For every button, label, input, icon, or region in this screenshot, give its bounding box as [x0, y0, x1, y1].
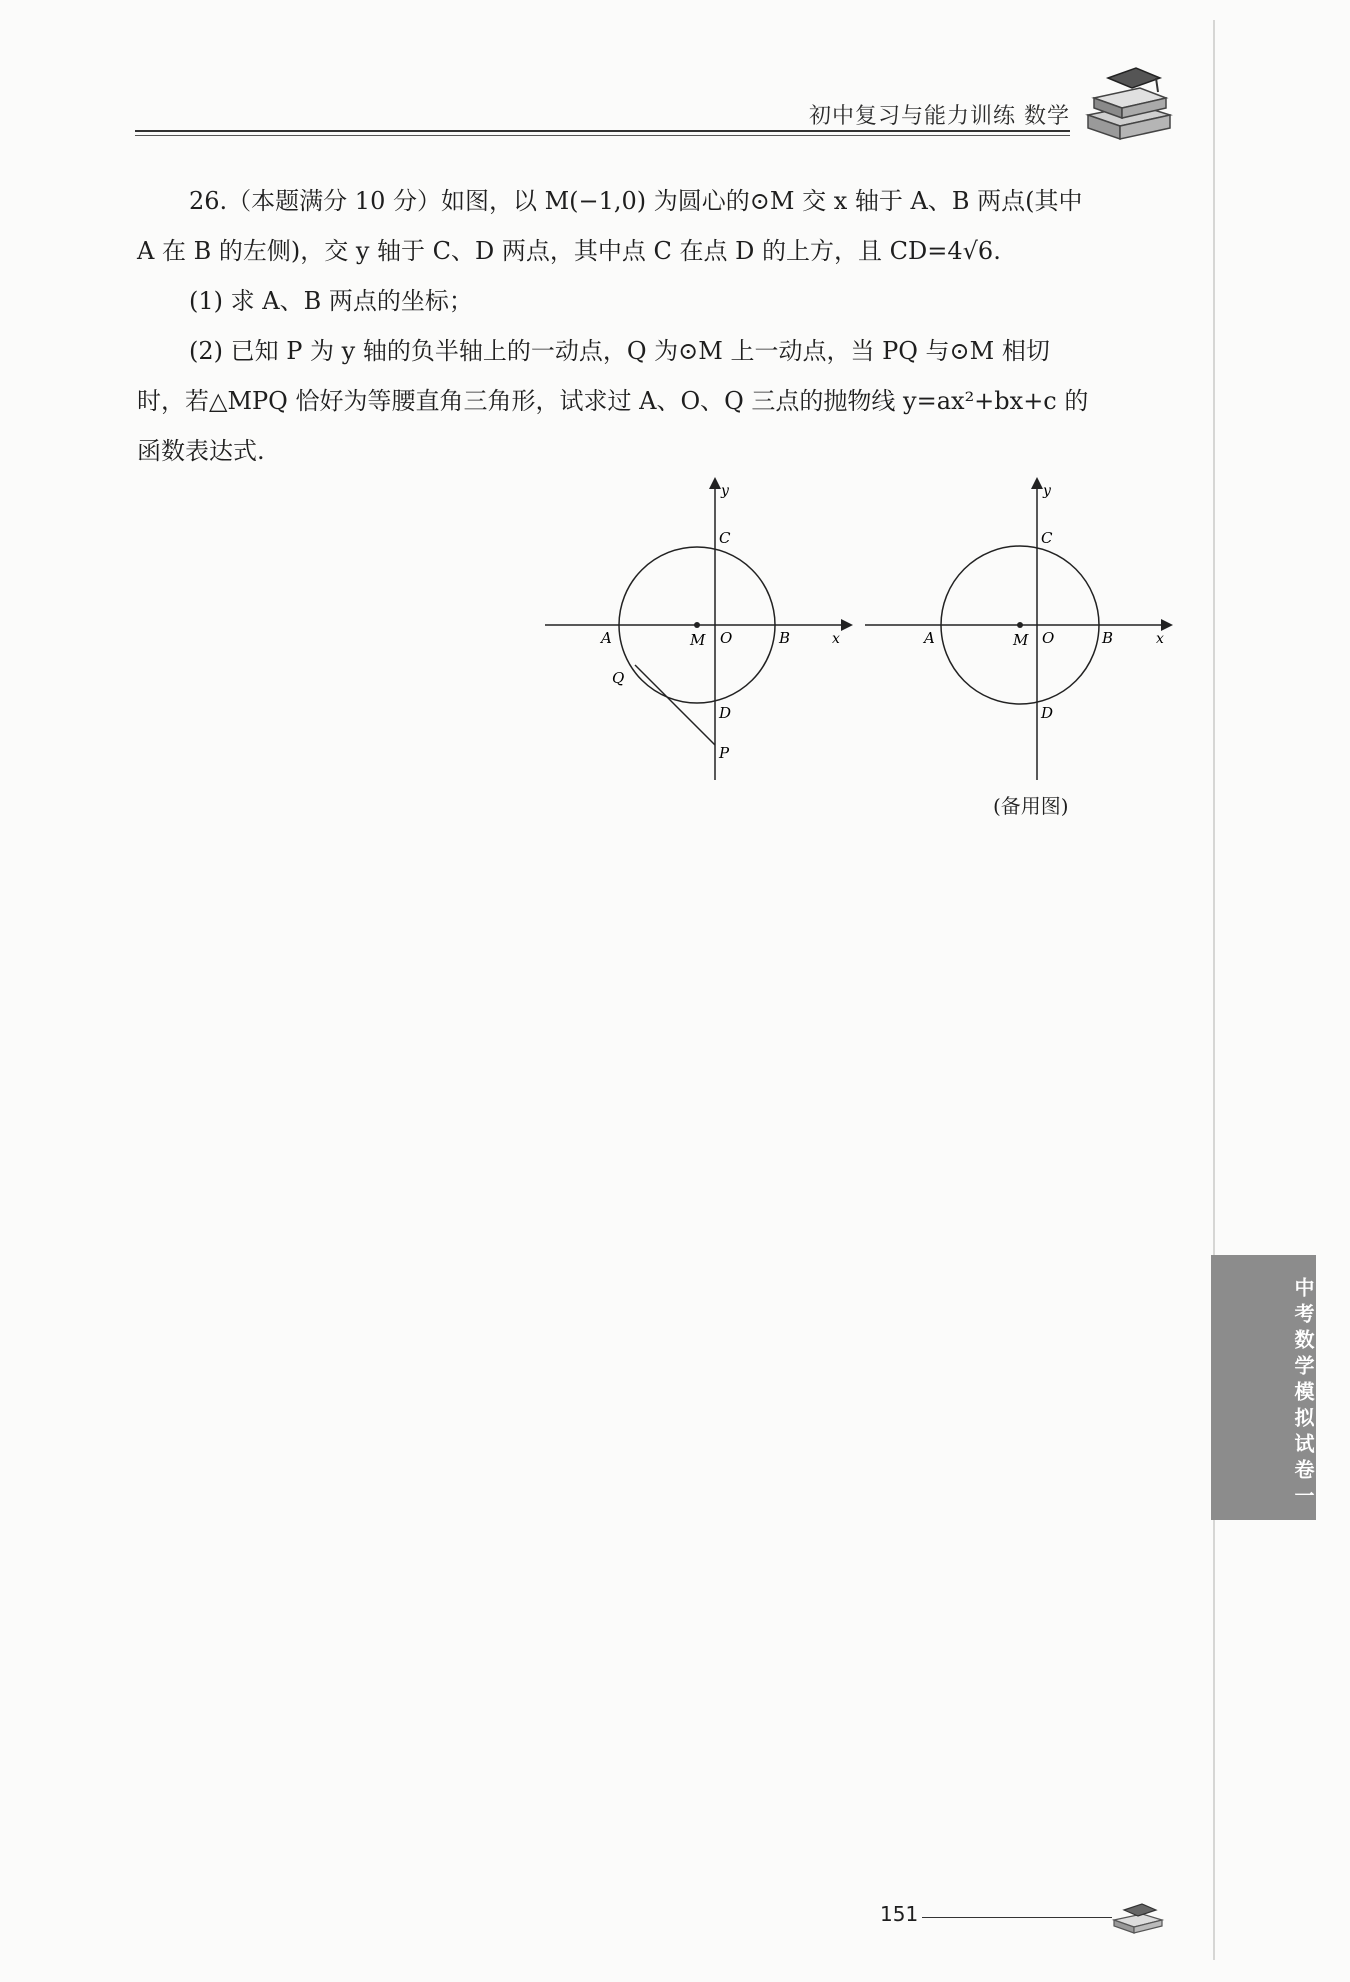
page-number: 151 — [880, 1902, 919, 1926]
label-x-backup: x — [1156, 631, 1164, 647]
label-a-backup: A — [924, 629, 935, 647]
page-edge-rule — [1213, 20, 1215, 1960]
label-y: y — [721, 483, 729, 499]
header-title: 初中复习与能力训练 数学 — [809, 104, 1070, 129]
center-m-point — [694, 622, 700, 628]
footer-books-icon — [1108, 1900, 1168, 1935]
label-m-backup: M — [1013, 631, 1029, 649]
backup-diagram — [865, 480, 1170, 780]
label-d: D — [719, 704, 732, 722]
problem-line-2: A 在 B 的左侧)，交 y 轴于 C、D 两点，其中点 C 在点 D 的上方，且 CD=4√6. — [137, 237, 1001, 265]
problem-line-6: 函数表达式. — [137, 437, 265, 465]
problem-26 — [137, 176, 1167, 476]
label-p: P — [719, 744, 730, 762]
label-y-backup: y — [1043, 483, 1051, 499]
footer-rule — [922, 1917, 1112, 1918]
label-c-backup: C — [1041, 529, 1053, 547]
problem-part-2: (2) 已知 P 为 y 轴的负半轴上的一动点，Q 为⊙M 上一动点，当 PQ 与⊙M 相切 — [189, 337, 1050, 365]
label-a: A — [601, 629, 612, 647]
label-x: x — [832, 631, 840, 647]
label-b: B — [779, 629, 791, 647]
books-logo-icon — [1078, 60, 1178, 145]
header-rule — [135, 130, 1070, 132]
label-c: C — [719, 529, 731, 547]
page-header — [135, 95, 1070, 140]
page-footer — [880, 1900, 1170, 1940]
label-q: Q — [612, 669, 625, 687]
problem-line-1: 26.（本题满分 10 分）如图，以 M(−1,0) 为圆心的⊙M 交 x 轴于 A、B 两点(其中 — [189, 187, 1083, 215]
figure-caption: (备用图) — [993, 794, 1069, 818]
tangent-pq — [635, 665, 715, 745]
label-o: O — [720, 629, 733, 647]
chapter-side-tab — [1211, 1255, 1316, 1520]
label-d-backup: D — [1041, 704, 1054, 722]
problem-part-1: (1) 求 A、B 两点的坐标； — [189, 287, 473, 315]
problem-line-5: 时，若△MPQ 恰好为等腰直角三角形，试求过 A、O、Q 三点的抛物线 y=ax²+bx+c 的 — [137, 387, 1089, 415]
side-tab-text: 中考数学模拟试卷一 — [1291, 1277, 1315, 1511]
label-o-backup: O — [1042, 629, 1055, 647]
main-diagram — [545, 480, 850, 780]
label-b-backup: B — [1102, 629, 1114, 647]
header-rule-thin — [135, 135, 1070, 136]
label-m: M — [690, 631, 706, 649]
center-m-point-backup — [1017, 622, 1023, 628]
geometry-figure — [540, 475, 1180, 795]
